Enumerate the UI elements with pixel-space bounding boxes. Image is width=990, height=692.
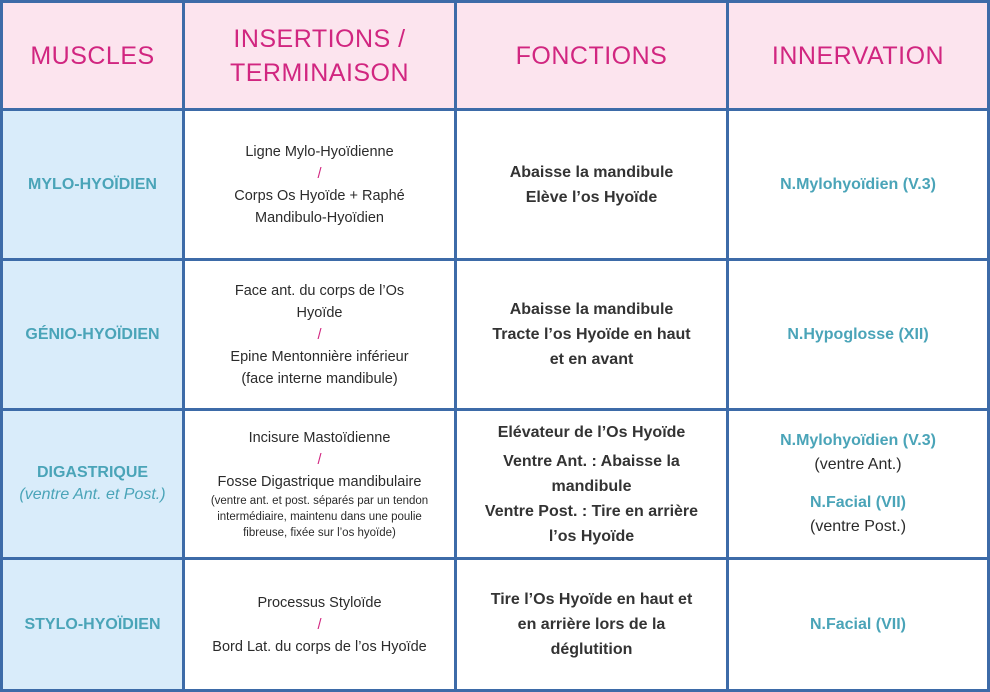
nerve-note: (ventre Post.) — [809, 518, 907, 535]
muscle-label: DIGASTRIQUE — [36, 464, 149, 481]
header-insertions-line2: TERMINAISON — [229, 58, 410, 87]
function-genio-hyoidien — [457, 261, 726, 408]
insertions-digastrique — [185, 411, 454, 557]
muscle-sublabel: (ventre Ant. et Post.) — [19, 486, 166, 503]
muscle-name-genio-hyoidien — [3, 261, 182, 408]
insertion-origin: Hyoïde — [296, 304, 343, 321]
header-insertions-line1: INSERTIONS / — [233, 24, 406, 53]
function-line: l’os Hyoïde — [548, 527, 635, 545]
insertion-origin: Processus Styloïde — [257, 594, 382, 611]
insertions-mylo-hyoidien — [185, 111, 454, 258]
muscle-label: GÉNIO-HYOÏDIEN — [25, 325, 160, 343]
innervation-genio-hyoidien — [729, 261, 987, 408]
function-line: Tracte l’os Hyoïde en haut — [492, 326, 691, 343]
function-line: en arrière lors de la — [517, 616, 666, 633]
insertion-separator: / — [317, 326, 322, 343]
muscle-name-digastrique — [3, 411, 182, 557]
function-line: Elévateur de l’Os Hyoïde — [497, 423, 686, 441]
nerve-name: N.Mylohyoïdien (V.3) — [780, 175, 936, 193]
function-digastrique — [457, 411, 726, 557]
nerve-name: N.Mylohyoïdien (V.3) — [780, 432, 936, 449]
innervation-digastrique — [729, 411, 987, 557]
insertion-separator: / — [317, 452, 322, 468]
function-line: Ventre Ant. : Abaisse la — [503, 452, 680, 470]
header-fonctions — [457, 3, 726, 108]
header-muscles-label: MUSCLES — [30, 41, 155, 70]
nerve-name: N.Facial (VII) — [809, 615, 907, 633]
insertion-separator: / — [317, 616, 322, 633]
insertion-origin: Ligne Mylo-Hyoïdienne — [245, 143, 394, 160]
muscle-label: MYLO-HYOÏDIEN — [28, 175, 157, 193]
header-innervation-label: INNERVATION — [771, 41, 945, 70]
function-stylo-hyoidien — [457, 560, 726, 689]
header-muscles — [3, 3, 182, 108]
function-line: Tire l’Os Hyoïde en haut et — [490, 591, 693, 608]
function-line: déglutition — [550, 641, 633, 658]
nerve-note: (ventre Ant.) — [814, 456, 902, 473]
insertion-termination: Bord Lat. du corps de l’os Hyoïde — [212, 638, 427, 655]
insertion-termination: Corps Os Hyoïde + Raphé — [234, 187, 405, 204]
insertion-termination: (face interne mandibule) — [241, 370, 398, 387]
insertion-origin: Face ant. du corps de l’Os — [234, 282, 405, 299]
header-fonctions-label: FONCTIONS — [515, 41, 668, 70]
insertion-note: (ventre ant. et post. séparés par un tendon — [210, 495, 429, 507]
insertion-termination: Epine Mentonnière inférieur — [230, 348, 409, 365]
insertion-termination: Mandibulo-Hyoïdien — [255, 209, 384, 226]
muscle-label: STYLO-HYOÏDIEN — [24, 615, 161, 633]
function-line: Elève l’os Hyoïde — [525, 188, 658, 206]
innervation-stylo-hyoidien — [729, 560, 987, 689]
insertion-termination: Fosse Digastrique mandibulaire — [217, 474, 422, 490]
function-line: et en avant — [549, 351, 634, 368]
header-innervation — [729, 3, 987, 108]
innervation-mylo-hyoidien — [729, 111, 987, 258]
function-line: mandibule — [551, 477, 632, 495]
muscle-name-mylo-hyoidien — [3, 111, 182, 258]
insertion-note: intermédiaire, maintenu dans une poulie — [217, 511, 422, 523]
insertions-stylo-hyoidien — [185, 560, 454, 689]
insertions-genio-hyoidien — [185, 261, 454, 408]
function-line: Ventre Post. : Tire en arrière — [484, 502, 699, 520]
insertion-note: fibreuse, fixée sur l’os hyoïde) — [243, 527, 396, 539]
header-insertions — [185, 3, 454, 108]
function-line: Abaisse la mandibule — [509, 163, 674, 181]
insertion-separator: / — [317, 165, 322, 182]
insertion-origin: Incisure Mastoïdienne — [248, 430, 391, 446]
muscle-name-stylo-hyoidien — [3, 560, 182, 689]
nerve-name: N.Facial (VII) — [809, 494, 907, 511]
nerve-name: N.Hypoglosse (XII) — [787, 325, 929, 343]
function-mylo-hyoidien — [457, 111, 726, 258]
function-line: Abaisse la mandibule — [509, 301, 674, 318]
